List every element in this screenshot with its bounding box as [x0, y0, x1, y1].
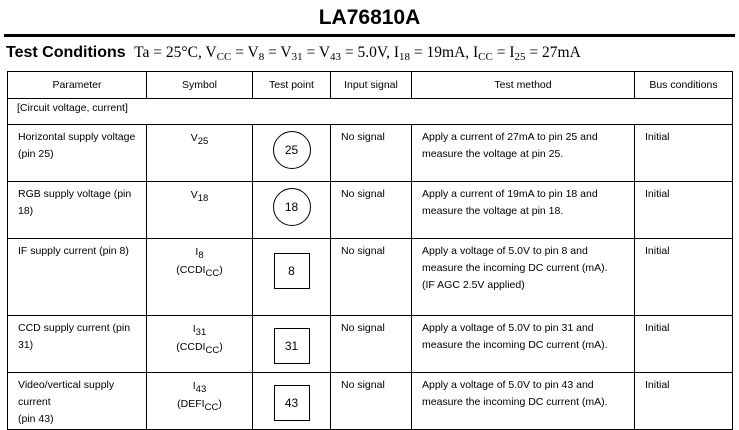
- input-signal-cell: No signal: [331, 182, 412, 239]
- header-test-method: Test method: [412, 72, 635, 99]
- table-header-row: [8, 72, 733, 99]
- test-method-cell: Apply a current of 27mA to pin 25 and measure the voltage at pin 25.: [412, 125, 635, 182]
- input-signal-cell: No signal: [331, 373, 412, 430]
- header-parameter: Parameter: [8, 72, 147, 99]
- test-point-square: 31: [274, 328, 310, 364]
- test-point-cell: [253, 125, 331, 182]
- parameter-cell: Horizontal supply voltage (pin 25): [8, 125, 147, 182]
- document-title: LA76810A: [318, 6, 421, 29]
- test-conditions: [6, 44, 581, 63]
- bus-conditions-cell: Initial: [635, 182, 733, 239]
- parameter-cell: Video/vertical supply current (pin 43): [8, 373, 147, 430]
- input-signal-cell: No signal: [331, 239, 412, 316]
- symbol-cell: $I_8$ $(CCDI_{CC})$: [147, 239, 253, 316]
- test-method-cell: Apply a voltage of 5.0V to pin 43 and measure the incoming DC current (mA).: [412, 373, 635, 430]
- test-point-cell: [253, 316, 331, 373]
- header-bus-conditions: Bus conditions: [635, 72, 733, 99]
- parameter-cell: CCD supply current (pin 31): [8, 316, 147, 373]
- header-input-signal: Input signal: [331, 72, 412, 99]
- parameter-cell: IF supply current (pin 8): [8, 239, 147, 316]
- test-method-cell: Apply a voltage of 5.0V to pin 31 and measure the incoming DC current (mA).: [412, 316, 635, 373]
- table-row: [8, 125, 733, 182]
- test-point-square: 8: [274, 253, 310, 289]
- section-row: [8, 99, 733, 125]
- test-method-cell: Apply a voltage of 5.0V to pin 8 and measure the incoming DC current (mA). (IF AGC 2.5V applied): [412, 239, 635, 316]
- header-test-point: Test point: [253, 72, 331, 99]
- bus-conditions-cell: Initial: [635, 316, 733, 373]
- input-signal-cell: No signal: [331, 125, 412, 182]
- header-symbol: Symbol: [147, 72, 253, 99]
- test-point-circle: 25: [273, 131, 311, 169]
- test-conditions-formula: Ta = 25°C, $V_{CC} = V_8 = V_{31} = V_{43} = 5.0V$, $I_{18} = 19mA$, $I_{CC} = I_{25} = 27mA$: [134, 44, 581, 63]
- section-label: [Circuit voltage, current]: [8, 99, 733, 125]
- table-row: [8, 373, 733, 430]
- test-point-cell: [253, 373, 331, 430]
- table-row: [8, 239, 733, 316]
- bus-conditions-cell: Initial: [635, 125, 733, 182]
- test-point-square: 43: [274, 385, 310, 421]
- table-row: [8, 316, 733, 373]
- symbol-cell: $I_{43}$ $(DEFI_{CC})$: [147, 373, 253, 430]
- test-point-circle: 18: [273, 188, 311, 226]
- input-signal-cell: No signal: [331, 316, 412, 373]
- test-conditions-table: [7, 71, 733, 430]
- test-method-cell: Apply a current of 19mA to pin 18 and measure the voltage at pin 18.: [412, 182, 635, 239]
- symbol-cell: $V_{25}$: [147, 125, 253, 182]
- symbol-cell: $I_{31}$ $(CCDI_{CC})$: [147, 316, 253, 373]
- bus-conditions-cell: Initial: [635, 239, 733, 316]
- bus-conditions-cell: Initial: [635, 373, 733, 430]
- parameter-cell: RGB supply voltage (pin 18): [8, 182, 147, 239]
- table-row: [8, 182, 733, 239]
- test-conditions-label: Test Conditions: [6, 44, 126, 61]
- test-point-cell: [253, 182, 331, 239]
- test-point-cell: [253, 239, 331, 316]
- symbol-cell: $V_{18}$: [147, 182, 253, 239]
- title-rule: [4, 34, 735, 37]
